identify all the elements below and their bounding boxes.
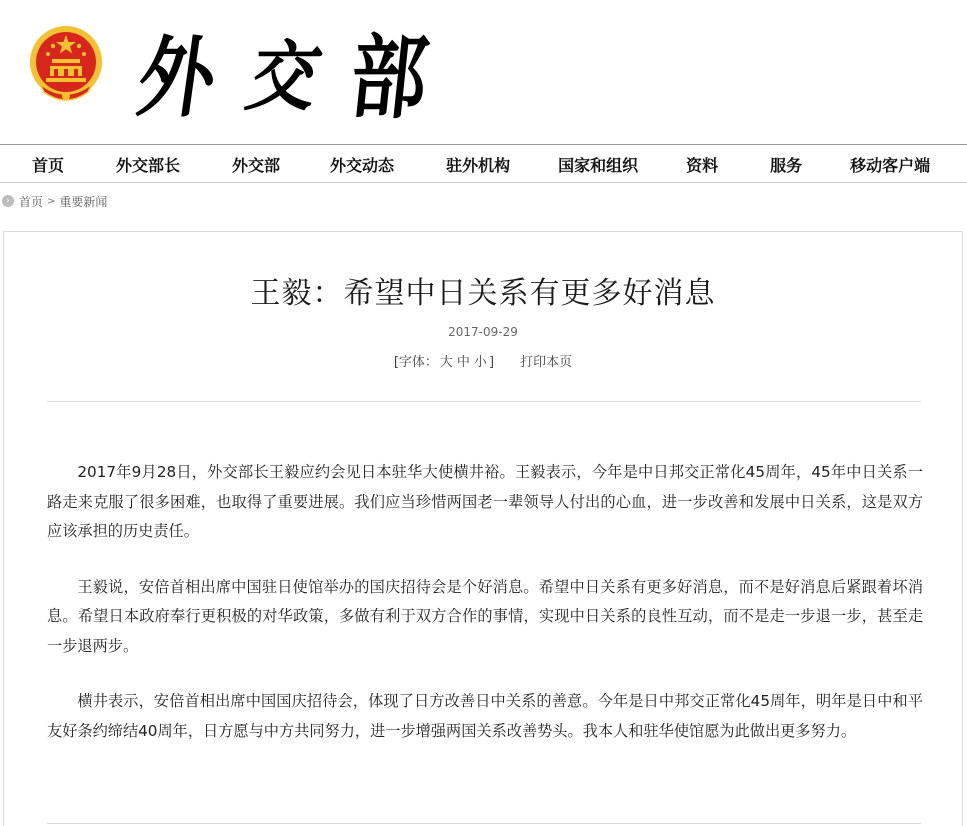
- article-footer-divider: [47, 823, 921, 824]
- breadcrumb-separator: >: [47, 195, 56, 207]
- site-header: [0, 0, 967, 145]
- national-emblem-icon[interactable]: [26, 22, 106, 104]
- article-header-divider: [47, 401, 921, 402]
- nav-item-home[interactable]: 首页: [32, 155, 65, 175]
- nav-divider: [0, 182, 967, 183]
- article-body: [47, 458, 923, 772]
- font-size-suffix: ]: [488, 355, 495, 370]
- nav-item-ministry[interactable]: 外交部: [232, 155, 281, 175]
- nav-item-services[interactable]: 服务: [770, 155, 803, 175]
- font-size-medium-link[interactable]: 中: [456, 355, 470, 370]
- title-char-wai: 外: [131, 26, 225, 129]
- print-page-link[interactable]: 打印本页: [520, 355, 573, 370]
- nav-item-missions-abroad[interactable]: 驻外机构: [446, 155, 511, 175]
- breadcrumb-current-link[interactable]: 重要新闻: [59, 194, 108, 209]
- font-size-prefix: [字体：: [393, 355, 438, 370]
- article-paragraph: 2017年9月28日，外交部长王毅应约会见日本驻华大使横井裕。王毅表示，今年是中日邦交正常化45周年，45年中日关系一路走来克服了很多困难，也取得了重要进展。我们应当珍惜两国老一辈领导人付出的心血，进一步改善和发展中日关系，这是双方应该承担的历史责任。: [47, 463, 923, 540]
- nav-item-diplomatic-news[interactable]: 外交动态: [330, 155, 395, 175]
- article-tools: [4, 351, 962, 370]
- font-size-small-link[interactable]: 小: [473, 355, 487, 370]
- title-char-jiao: 交: [239, 32, 332, 121]
- article-container: [3, 231, 963, 826]
- article-paragraph: 王毅说，安倍首相出席中国驻日使馆举办的国庆招待会是个好消息。希望中日关系有更多好消息，而不是好消息后紧跟着坏消息。希望日本政府奉行更积极的对华政策，多做有利于双方合作的事情，实现中日关系的良性互动，而不是走一步退一步，甚至走一步退两步。: [47, 577, 923, 655]
- article-paragraph: 横井表示，安倍首相出席中国国庆招待会，体现了日方改善日中关系的善意。今年是日中邦交正常化45周年，明年是日中和平友好条约缔结40周年，日方愿与中方共同努力，进一步增强两国关系改善势头。我本人和驻华使馆愿为此做出更多努力。: [47, 692, 923, 740]
- article-date: 2017-09-29: [448, 325, 518, 339]
- article-title: 王毅：希望中日关系有更多好消息: [250, 276, 716, 311]
- nav-item-countries-organizations[interactable]: 国家和组织: [558, 155, 639, 175]
- font-size-large-link[interactable]: 大: [439, 355, 453, 370]
- main-nav: [0, 145, 967, 183]
- nav-item-mobile-client[interactable]: 移动客户端: [850, 155, 931, 175]
- nav-item-minister[interactable]: 外交部长: [116, 155, 181, 175]
- breadcrumb-home-link[interactable]: 首页: [19, 194, 44, 209]
- location-icon: ›: [2, 195, 14, 207]
- nav-item-resources[interactable]: 资料: [686, 155, 719, 175]
- title-char-bu: 部: [345, 24, 435, 132]
- site-title-calligraphy[interactable]: [131, 8, 435, 133]
- breadcrumb: [2, 193, 107, 209]
